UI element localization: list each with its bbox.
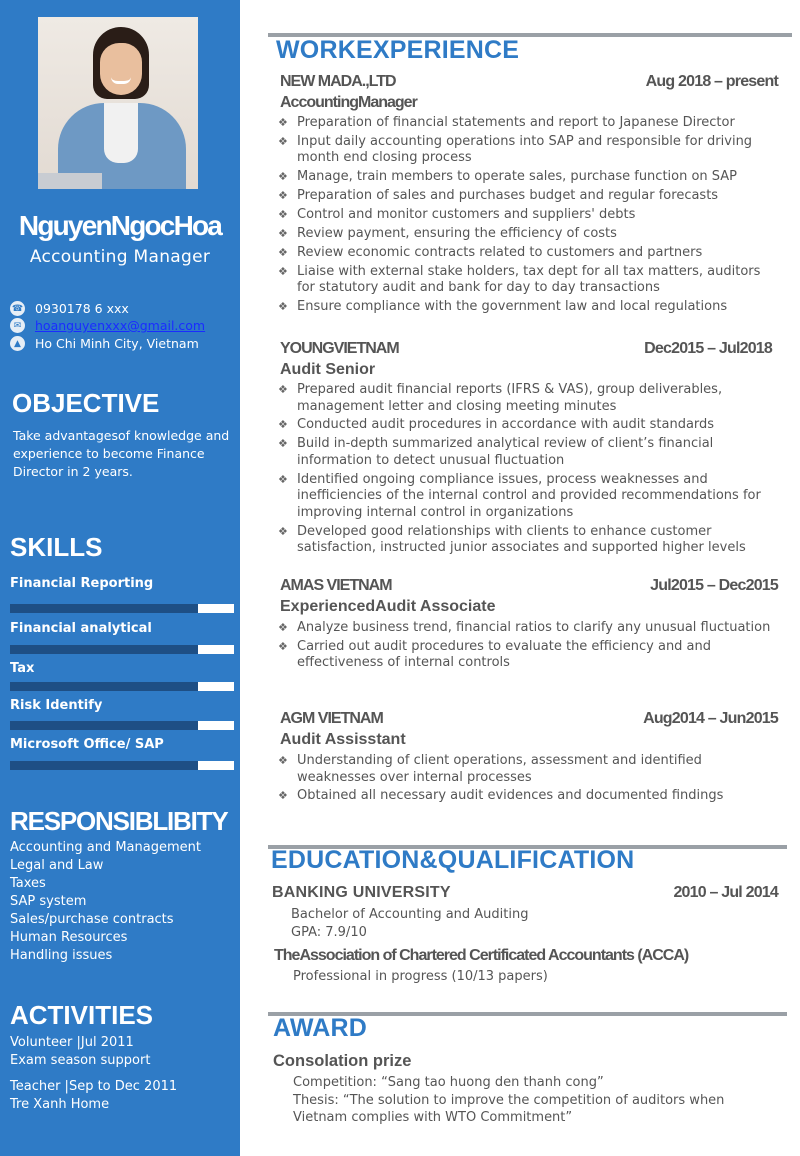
- skill-bar: [10, 682, 234, 691]
- bullet-icon: ❖: [278, 300, 288, 314]
- responsibility-list: [10, 839, 201, 965]
- job-title: ExperiencedAudit Associate: [280, 598, 496, 615]
- skill-bar-fill: [10, 682, 198, 691]
- list-item: ❖ Ensure compliance with the government law and local regulations: [278, 299, 728, 315]
- skill-label: Tax: [10, 661, 35, 676]
- list-item: Sales/purchase contracts: [10, 912, 174, 927]
- email-link[interactable]: hoanguyenxxx@gmail.com: [35, 318, 206, 333]
- job-bullets: [278, 382, 778, 559]
- bullet-icon: ❖: [278, 170, 288, 184]
- list-item: ❖ Review payment, ensuring the efficiency of costs: [278, 225, 617, 241]
- bullet-icon: ❖: [278, 472, 288, 486]
- phone-icon: ☎: [10, 301, 25, 316]
- skill-label: Risk Identify: [10, 698, 103, 713]
- bullet-icon: ❖: [278, 226, 288, 240]
- objective-heading: OBJECTIVE: [12, 388, 160, 418]
- list-item: Handling issues: [10, 948, 113, 963]
- list-item: ❖ Preparation of sales and purchases budget and regular forecasts: [278, 188, 719, 204]
- phone-text: 0930178 6 xxx: [35, 301, 129, 316]
- award-heading: AWARD: [273, 1014, 368, 1042]
- activity-line: Teacher |Sep to Dec 2011: [10, 1079, 178, 1094]
- activity-item: [10, 1078, 177, 1114]
- award-thesis: Thesis: “The solution to improve the competition of auditors when Vietnam complies with WTO Commitment”: [293, 1093, 725, 1125]
- acca-status: Professional in progress (10/13 papers): [293, 969, 548, 984]
- skill-bar-fill: [10, 761, 198, 770]
- skill-bar-fill: [10, 604, 198, 613]
- skill-label: Microsoft Office/ SAP: [10, 737, 164, 752]
- list-item: SAP system: [10, 894, 87, 909]
- skill-bar: [10, 604, 234, 613]
- bullet-icon: ❖: [278, 208, 288, 222]
- acca-title: TheAssociation of Chartered Certificated Accountants (ACCA): [274, 947, 689, 964]
- award-title: Consolation prize: [273, 1052, 412, 1070]
- candidate-name: NguyenNgocHoa: [18, 210, 222, 241]
- list-item: ❖ Analyze business trend, financial ratios to clarify any unusual fluctuation: [278, 620, 771, 635]
- activity-line: Volunteer |Jul 2011: [10, 1035, 134, 1050]
- job-title: AccountingManager: [280, 94, 417, 111]
- bullet-icon: ❖: [278, 437, 288, 451]
- location-text: Ho Chi Minh City, Vietnam: [35, 336, 199, 351]
- bullet-icon: ❖: [278, 383, 288, 396]
- bullet-icon: ❖: [278, 189, 288, 203]
- list-item: ❖ Input daily accounting operations into SAP and responsible for driving month end closing process: [278, 133, 753, 166]
- skill-bar: [10, 721, 234, 730]
- objective-text: Take advantagesof knowledge and experience to become Finance Director in 2 years.: [13, 428, 230, 479]
- email-icon: ✉: [10, 318, 25, 333]
- contact-email: [10, 318, 205, 333]
- activity-line: Tre Xanh Home: [10, 1097, 110, 1112]
- list-item: ❖ Control and monitor customers and suppliers' debts: [278, 207, 636, 223]
- job-title: Audit Assisstant: [280, 731, 406, 748]
- list-item: ❖ Liaise with external stake holders, tax dept for all tax matters, auditors for statutory audit and bank for day to day transactions: [278, 263, 761, 296]
- skill-bar-fill: [10, 721, 198, 730]
- job-company: YOUNGVIETNAM: [280, 340, 399, 357]
- job-bullets: [278, 753, 778, 807]
- sidebar: [0, 0, 240, 1156]
- list-item: ❖ Manage, train members to operate sales, purchase function on SAP: [278, 169, 738, 185]
- degree: Bachelor of Accounting and Auditing: [291, 907, 529, 922]
- skill-label: Financial analytical: [10, 621, 152, 636]
- contact-phone: [10, 301, 129, 316]
- skills-heading: SKILLS: [10, 532, 103, 562]
- gpa: GPA: 7.9/10: [291, 925, 367, 940]
- candidate-role: Accounting Manager: [29, 247, 211, 267]
- job-bullets: [278, 620, 778, 674]
- list-item: ❖ Developed good relationships with clients to enhance customer satisfaction, instructed junior associates and supported higher levels: [278, 523, 746, 556]
- list-item: Taxes: [10, 876, 46, 891]
- school-name: BANKING UNIVERSITY: [272, 884, 451, 901]
- bullet-icon: ❖: [278, 524, 288, 538]
- school-dates: 2010 – Jul 2014: [673, 884, 778, 901]
- responsibility-heading: RESPONSIBLIBITY: [10, 806, 228, 836]
- list-item: ❖ Build in-depth summarized analytical review of client’s financial information to detect unusual fluctuation: [278, 436, 714, 468]
- activity-line: Exam season support: [10, 1053, 151, 1068]
- job-dates: Dec2015 – Jul2018: [644, 340, 772, 357]
- list-item: Accounting and Management: [10, 840, 201, 855]
- bullet-icon: ❖: [278, 639, 288, 653]
- skill-bar: [10, 645, 234, 654]
- profile-photo: [38, 17, 198, 189]
- work-heading: WORKEXPERIENCE: [276, 36, 520, 64]
- list-item: ❖ Conducted audit procedures in accordance with audit standards: [278, 417, 715, 433]
- job-company: AMAS VIETNAM: [280, 577, 392, 594]
- activities-heading: ACTIVITIES: [10, 1000, 154, 1030]
- skill-label: Financial Reporting: [10, 576, 154, 591]
- skill-bar: [10, 761, 234, 770]
- list-item: ❖ Identified ongoing compliance issues, process weaknesses and inefficiencies of the internal control and provided recommendations for improving internal control in organizations: [278, 471, 761, 520]
- list-item: Human Resources: [10, 930, 128, 945]
- job-dates: Aug 2018 – present: [645, 73, 778, 90]
- bullet-icon: ❖: [278, 754, 288, 767]
- bullet-icon: ❖: [278, 418, 288, 432]
- contact-location: [10, 336, 199, 351]
- bullet-icon: ❖: [278, 116, 288, 129]
- job-bullets: [278, 115, 778, 318]
- location-icon: ▲: [10, 336, 25, 351]
- award-competition: Competition: “Sang tao huong den thanh cong”: [293, 1075, 604, 1090]
- job-company: NEW MADA.,LTD: [280, 73, 396, 90]
- list-item: ❖ Review economic contracts related to customers and partners: [278, 244, 703, 260]
- job-title: Audit Senior: [280, 361, 376, 378]
- bullet-icon: ❖: [278, 134, 288, 148]
- job-dates: Aug2014 – Jun2015: [643, 710, 778, 727]
- education-heading: EDUCATION&QUALIFICATION: [271, 846, 635, 874]
- list-item: ❖ Obtained all necessary audit evidences and documented findings: [278, 788, 724, 804]
- list-item: ❖ Preparation of financial statements and report to Japanese Director: [278, 115, 735, 130]
- skill-bar-fill: [10, 645, 198, 654]
- job-company: AGM VIETNAM: [280, 710, 383, 727]
- job-dates: Jul2015 – Dec2015: [650, 577, 778, 594]
- list-item: Legal and Law: [10, 858, 104, 873]
- bullet-icon: ❖: [278, 789, 288, 803]
- bullet-icon: ❖: [278, 621, 288, 634]
- bullet-icon: ❖: [278, 264, 288, 278]
- bullet-icon: ❖: [278, 245, 288, 259]
- list-item: ❖ Carried out audit procedures to evaluate the efficiency and and effectiveness of internal controls: [278, 638, 712, 671]
- list-item: ❖ Understanding of client operations, assessment and identified weaknesses over internal processes: [278, 753, 702, 785]
- list-item: ❖ Prepared audit financial reports (IFRS & VAS), group deliverables, management letter and closing meeting minutes: [278, 382, 723, 414]
- activity-item: [10, 1034, 150, 1070]
